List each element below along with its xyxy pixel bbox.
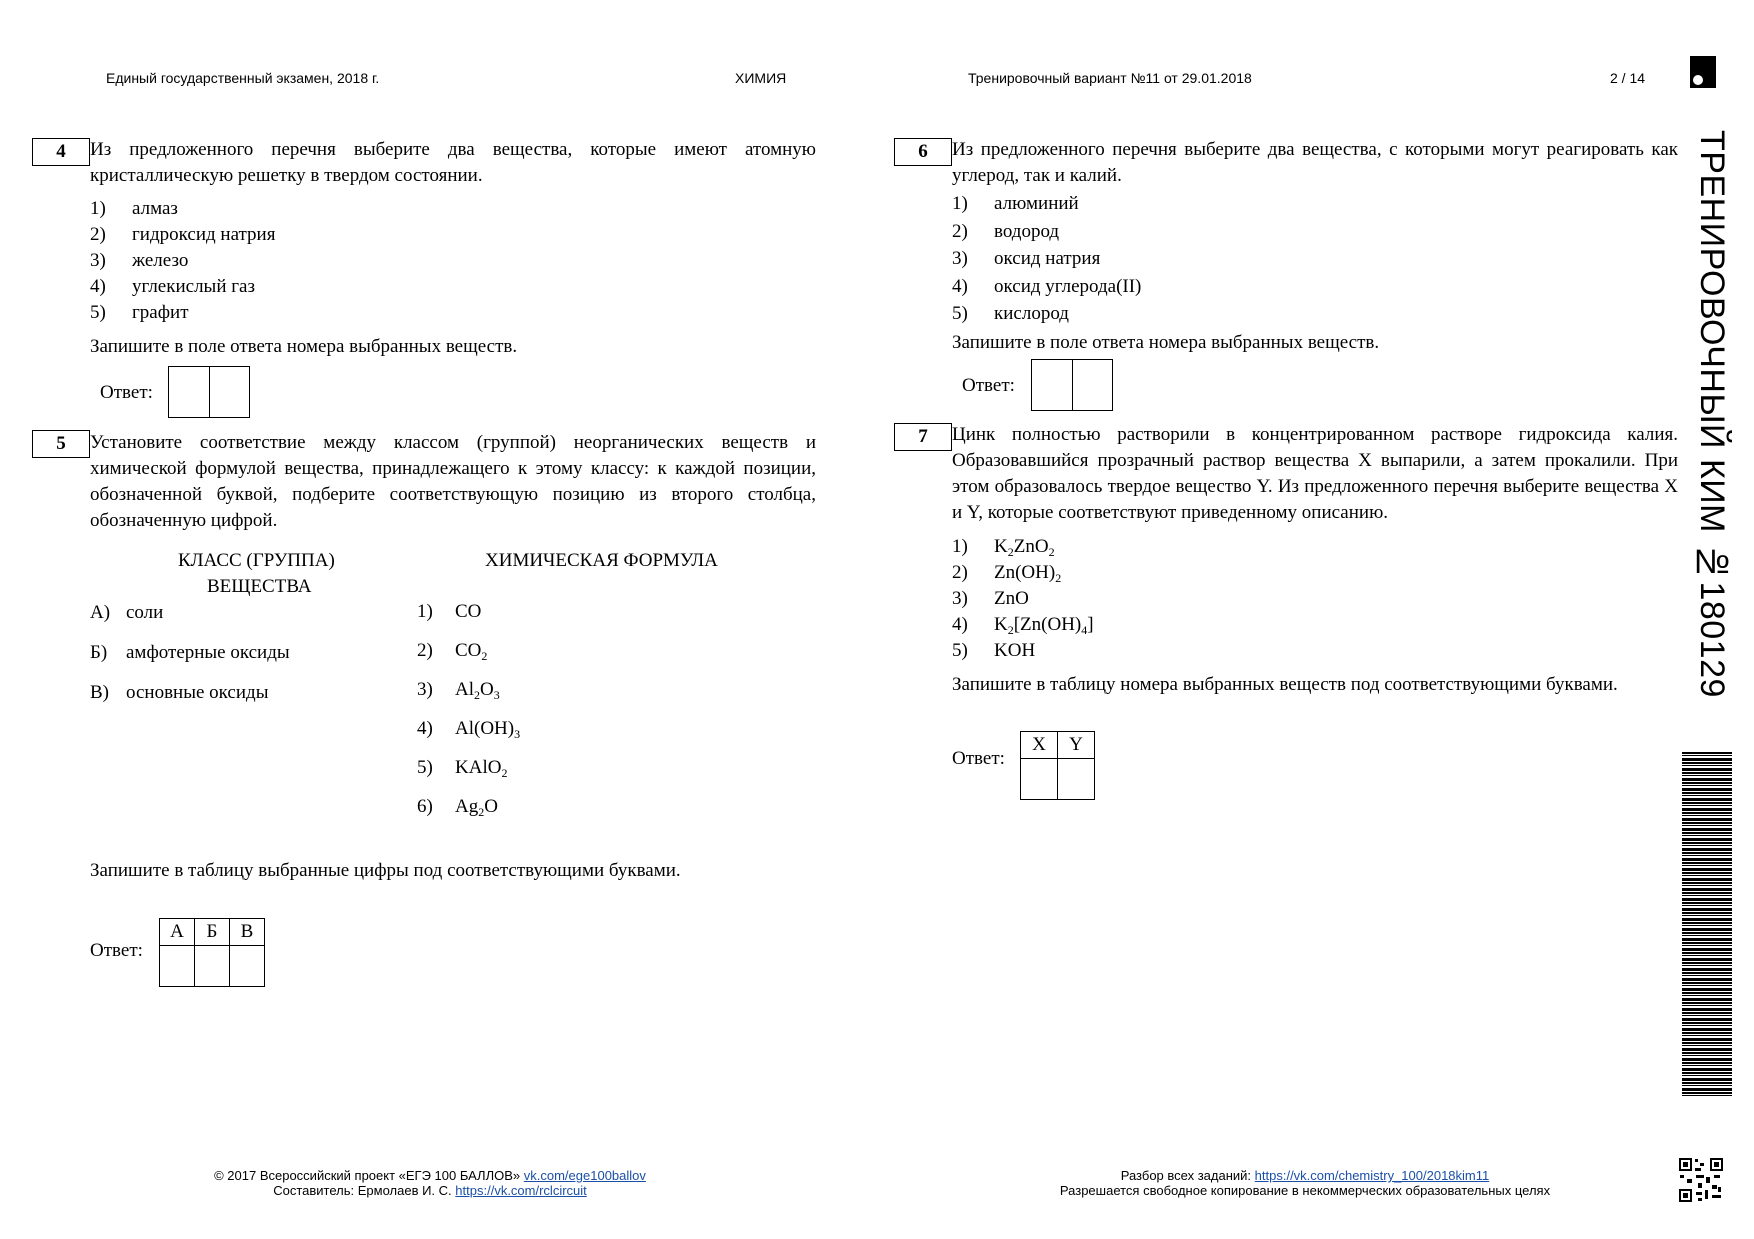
footer-link-analysis[interactable]: https://vk.com/chemistry_100/2018kim11 bbox=[1254, 1168, 1490, 1183]
formula-item: 4) $Al(OH)_3$ bbox=[417, 718, 521, 741]
answer-label: Ответ: bbox=[952, 748, 1005, 769]
question-6-number: 6 bbox=[894, 138, 952, 166]
formula-item: 1) CO bbox=[417, 601, 482, 622]
footer-license: Разрешается свободное копирование в некоммерческих образовательных целях bbox=[1059, 1183, 1551, 1198]
footer-copyright: © 2017 Всероссийский проект «ЕГЭ 100 БАЛЛОВ» bbox=[214, 1168, 521, 1183]
option: 2) гидроксид натрия bbox=[90, 224, 276, 245]
formula-item: 2) $CO_2$ bbox=[417, 640, 488, 663]
formula-item: 5) KAlO$_2$ bbox=[417, 757, 508, 780]
answer-cell[interactable] bbox=[160, 946, 195, 987]
option: 5) кислород bbox=[952, 303, 1069, 324]
table-header: В bbox=[230, 919, 265, 946]
footer-right bbox=[1000, 1168, 1610, 1198]
question-5-text: Установите соответствие между классом (группой) неорганических веществ и химической формулой вещества, принадлежащего к этому классу: к каждой позиции, обозначенной буквой, подберите соответствующую позицию из второго столбца, обозначенную цифрой. bbox=[90, 432, 816, 531]
footer-link-author[interactable]: https://vk.com/rclcircuit bbox=[455, 1183, 587, 1198]
question-7-answer-table[interactable] bbox=[1020, 731, 1095, 800]
header-subject: ХИМИЯ bbox=[735, 70, 787, 86]
class-item: Б) амфотерные оксиды bbox=[90, 642, 290, 663]
barcode-icon bbox=[1682, 752, 1732, 1097]
table-header: Y bbox=[1058, 732, 1095, 759]
footer-left bbox=[150, 1168, 710, 1198]
column-2-header: ХИМИЧЕСКАЯ ФОРМУЛА bbox=[485, 550, 718, 571]
table-header: X bbox=[1021, 732, 1058, 759]
formula-item: 6) $Ag_2O$ bbox=[417, 796, 498, 819]
option: 3) ZnO bbox=[952, 588, 1029, 609]
question-7-number: 7 bbox=[894, 423, 952, 451]
answer-cell[interactable] bbox=[1021, 759, 1058, 800]
option: 5) графит bbox=[90, 302, 189, 323]
class-item: А) соли bbox=[90, 602, 164, 623]
footer-author: Составитель: Ермолаев И. С. bbox=[273, 1183, 452, 1198]
question-4-instruction: Запишите в поле ответа номера выбранных веществ. bbox=[90, 336, 518, 357]
formula-item: 3) $Al_2O_3$ bbox=[417, 679, 500, 702]
question-7-instruction: Запишите в таблицу номера выбранных веществ под соответствующими буквами. bbox=[952, 674, 1618, 695]
option: 1) $K_2ZnO_2$ bbox=[952, 536, 1055, 559]
option: 3) оксид натрия bbox=[952, 248, 1101, 269]
question-5-number: 5 bbox=[32, 430, 90, 458]
question-6-answer-field[interactable] bbox=[1031, 359, 1113, 411]
logo-icon bbox=[1690, 56, 1716, 88]
table-header: А bbox=[160, 919, 195, 946]
answer-cell[interactable] bbox=[230, 946, 265, 987]
question-7-text: Цинк полностью растворили в концентрированном растворе гидроксида калия. Образовавшийся прозрачный раствор вещества X выпарили, а затем прокалили. При этом образовалось твердое вещество Y. Из предложенного перечня выберите вещества X и Y, которые соответствуют приведенному описанию. bbox=[952, 424, 1678, 523]
question-5-instruction: Запишите в таблицу выбранные цифры под соответствующими буквами. bbox=[90, 860, 681, 881]
option: 4) оксид углерода(II) bbox=[952, 276, 1142, 297]
footer-link-project[interactable]: vk.com/ege100ballov bbox=[523, 1168, 646, 1183]
option: 2) $Zn(OH)_2$ bbox=[952, 562, 1062, 585]
question-4-number: 4 bbox=[32, 138, 90, 166]
option: 5) KOH bbox=[952, 640, 1036, 661]
qr-code-icon bbox=[1678, 1157, 1724, 1203]
question-4-answer-field[interactable] bbox=[168, 366, 250, 418]
question-4-text: Из предложенного перечня выберите два вещества, которые имеют атомную кристаллическую решетку в твердом состоянии. bbox=[90, 139, 816, 186]
answer-label: Ответ: bbox=[90, 940, 143, 961]
question-6-instruction: Запишите в поле ответа номера выбранных веществ. bbox=[952, 332, 1380, 353]
table-header: Б bbox=[195, 919, 230, 946]
column-1-header-2: ВЕЩЕСТВА bbox=[207, 576, 312, 597]
column-1-header: КЛАСС (ГРУППА) bbox=[178, 550, 335, 571]
answer-label: Ответ: bbox=[100, 382, 153, 403]
answer-cell[interactable] bbox=[1058, 759, 1095, 800]
option: 1) алмаз bbox=[90, 198, 178, 219]
option: 4) $K_2[Zn(OH)_4]$ bbox=[952, 614, 1094, 637]
option: 3) железо bbox=[90, 250, 189, 271]
question-6-text: Из предложенного перечня выберите два вещества, с которыми могут реагировать как углерод, так и калий. bbox=[952, 139, 1678, 186]
side-title: ТРЕНИРОВОЧНЫЙ КИМ №180129 bbox=[1693, 130, 1731, 698]
header-variant: Тренировочный вариант №11 от 29.01.2018 bbox=[968, 70, 1252, 86]
option: 2) водород bbox=[952, 221, 1060, 242]
question-5-answer-table[interactable] bbox=[159, 918, 265, 987]
header-exam-title: Единый государственный экзамен, 2018 г. bbox=[106, 70, 380, 86]
option: 4) углекислый газ bbox=[90, 276, 255, 297]
option: 1) алюминий bbox=[952, 193, 1079, 214]
answer-label: Ответ: bbox=[962, 375, 1015, 396]
class-item: В) основные оксиды bbox=[90, 682, 269, 703]
header-page-number: 2 / 14 bbox=[1610, 70, 1646, 86]
footer-analysis-label: Разбор всех заданий: bbox=[1120, 1168, 1252, 1183]
answer-cell[interactable] bbox=[195, 946, 230, 987]
